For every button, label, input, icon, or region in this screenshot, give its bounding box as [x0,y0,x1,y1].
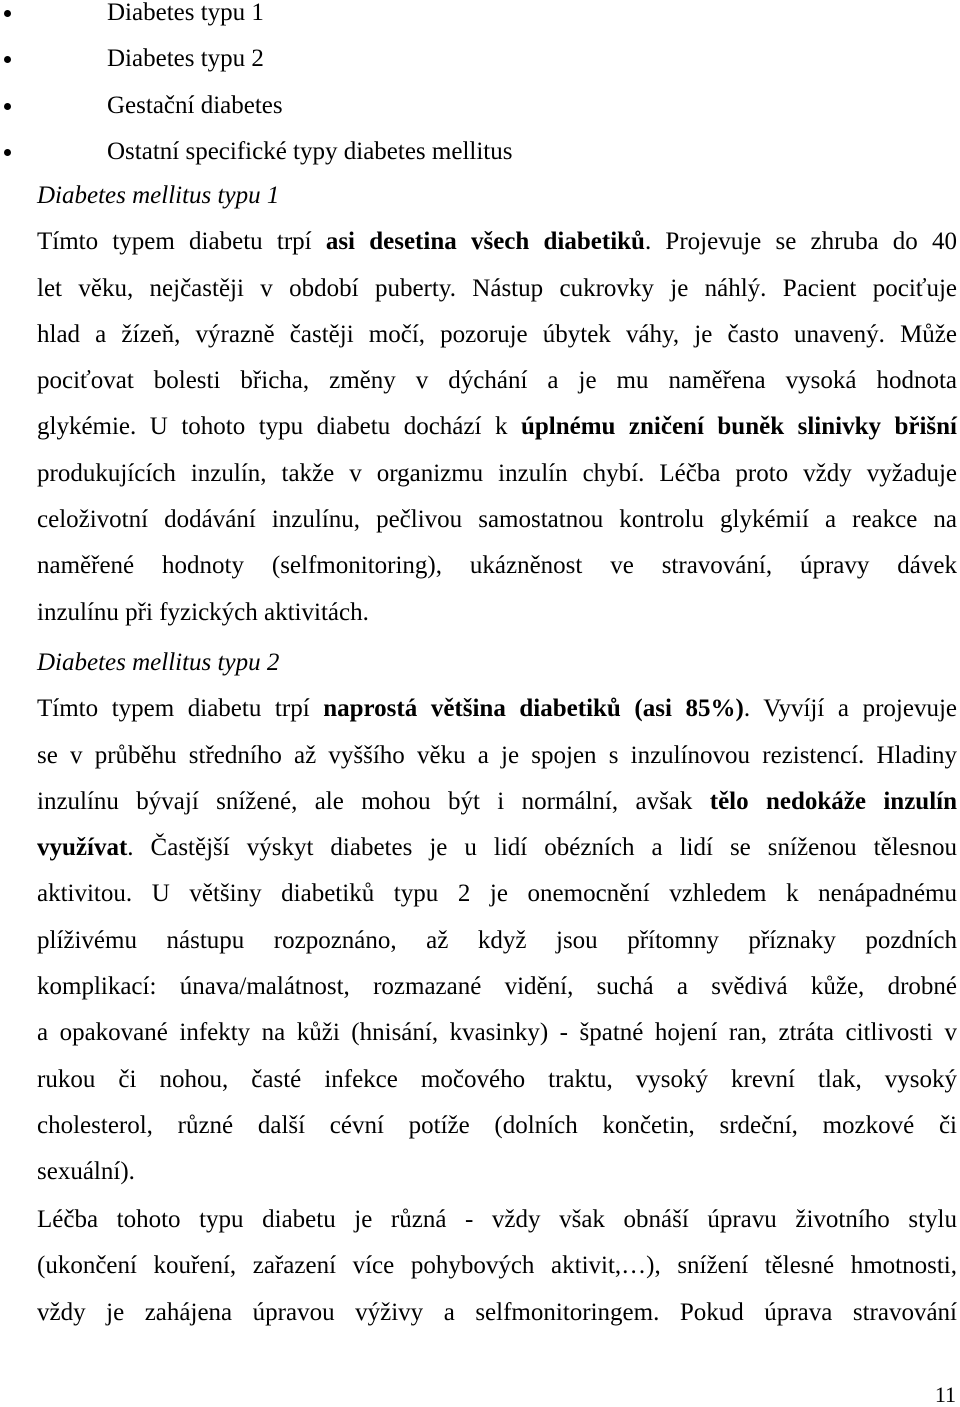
text-line: naměřené hodnoty (selfmonitoring), ukázněnost ve stravování, úpravy dávek [37,552,957,580]
paragraph-type1 [37,219,957,636]
list-item: Gestační diabetes [0,83,512,129]
text-line: Tímto typem diabetu trpí naprostá většina diabetiků (asi 85%). Vyvíjí a projevuje [37,695,957,723]
paragraph-treatment [37,1197,957,1336]
bullet-icon [4,149,11,156]
bullet-icon [4,103,11,110]
bullet-icon [4,10,11,17]
text-line: a opakované infekty na kůži (hnisání, kvasinky) - špatné hojení ran, ztráta citlivosti v [37,1019,957,1047]
text-line: aktivitou. U většiny diabetiků typu 2 je onemocnění vzhledem k nenápadnému [37,880,957,908]
list-item: Diabetes typu 1 [0,0,512,36]
text-line: komplikací: únava/malátnost, rozmazané vidění, suchá a svědivá kůže, drobné [37,973,957,1001]
text-line: plíživému nástupu rozpoznáno, až když jsou přítomny příznaky pozdních [37,926,957,954]
text-line: let věku, nejčastěji v období puberty. Nástup cukrovky je náhlý. Pacient pociťuje [37,274,957,302]
page-number: 11 [934,1382,956,1407]
text-line: sexuální). [37,1158,135,1186]
text-line: rukou či nohou, časté infekce močového traktu, vysoký krevní tlak, vysoký [37,1065,957,1093]
text-line: (ukončení kouření, zařazení více pohybových aktivit,…), snížení tělesné hmotnosti, [37,1252,957,1280]
text-line: glykémie. U tohoto typu diabetu dochází k úplnému zničení buněk slinivky břišní [37,413,957,441]
list-item: Diabetes typu 2 [0,36,512,82]
paragraph-type2 [37,686,957,1195]
text-line: vždy je zahájena úpravou výživy a selfmonitoringem. Pokud úprava stravování [37,1298,957,1326]
text-line: Tímto typem diabetu trpí asi desetina všech diabetiků. Projevuje se zhruba do 40 [37,228,958,256]
diabetes-types-list [0,0,512,175]
section-heading-type2: Diabetes mellitus typu 2 [37,649,280,676]
section-heading-type1: Diabetes mellitus typu 1 [37,182,280,209]
list-item: Ostatní specifické typy diabetes mellitus [0,129,512,175]
bullet-icon [4,56,11,63]
text-line: inzulínu při fyzických aktivitách. [37,598,369,626]
text-line: se v průběhu středního až vyššího věku a je spojen s inzulínovou rezistencí. Hladiny [37,741,957,769]
text-line: inzulínu bývají snížené, ale mohou být i normální, avšak tělo nedokáže inzulín [37,787,957,815]
text-line: celoživotní dodávání inzulínu, pečlivou samostatnou kontrolu glykémií a reakce na [37,506,957,534]
text-line: produkujících inzulín, takže v organizmu inzulín chybí. Léčba proto vždy vyžaduje [37,459,957,487]
text-line: využívat. Častější výskyt diabetes je u lidí obézních a lidí se sníženou tělesnou [37,834,957,862]
text-line: Léčba tohoto typu diabetu je různá - vždy však obnáší úpravu životního stylu [37,1206,957,1233]
text-line: hlad a žízeň, výrazně častěji močí, pozoruje úbytek váhy, je často unavený. Může [37,320,957,348]
text-line: cholesterol, různé další cévní potíže (dolních končetin, srdeční, mozkové či [37,1111,957,1139]
text-line: pociťovat bolesti břicha, změny v dýchání a je mu naměřena vysoká hodnota [37,367,957,395]
